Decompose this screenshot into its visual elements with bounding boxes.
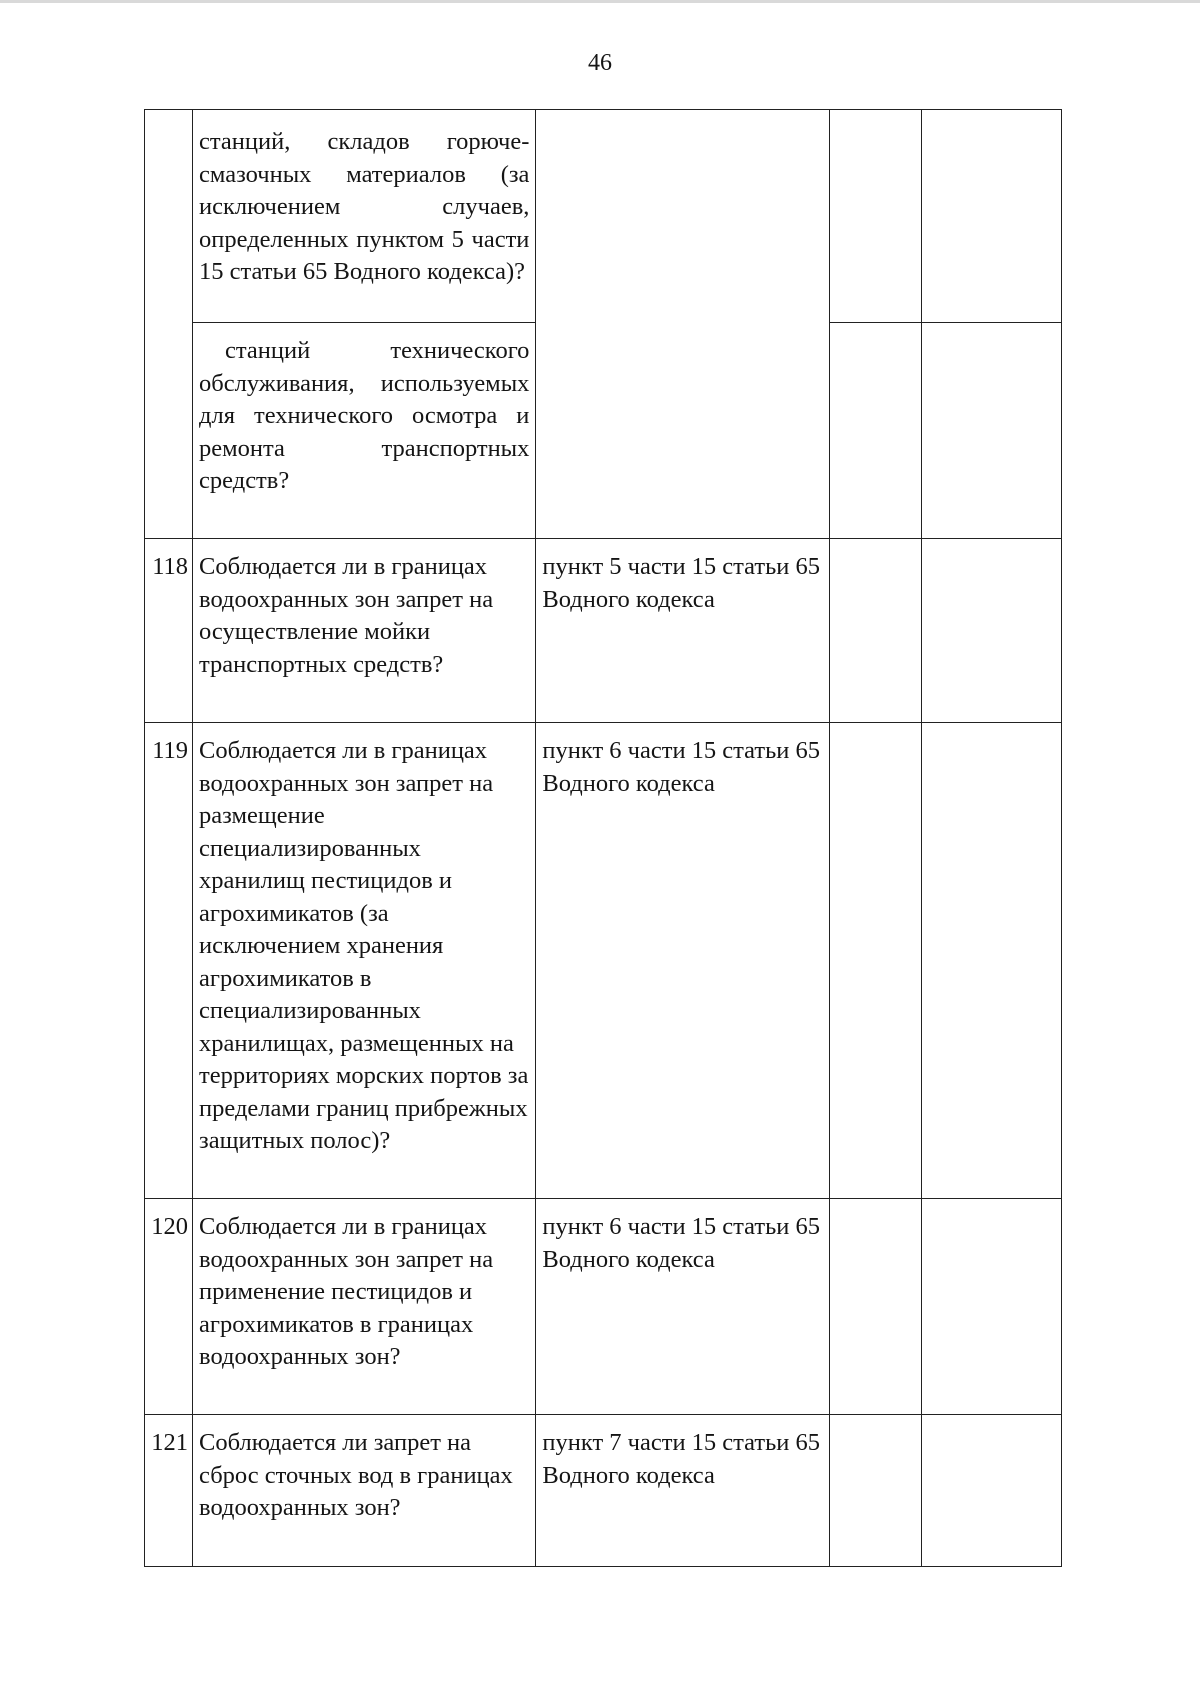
row-number-cell	[145, 1415, 193, 1567]
answer-cell	[829, 539, 921, 723]
note-cell	[921, 539, 1061, 723]
question-text: Соблюдается ли в границах водоохранных зон запрет на осуществление мойки транспортных средств?	[199, 553, 494, 678]
row-number-cell	[145, 723, 193, 1199]
note-cell	[921, 323, 1061, 539]
question-text: Соблюдается ли в границах водоохранных зон запрет на применение пестицидов и агрохимикатов в границах водоохранных зон?	[199, 1213, 494, 1370]
note-cell	[921, 723, 1061, 1199]
row-number	[145, 110, 190, 122]
answer-cell	[829, 323, 921, 539]
row-number: 119	[152, 737, 189, 764]
reference-text	[542, 110, 822, 122]
reference-text: пункт 6 части 15 статьи 65 Водного кодекса	[542, 737, 821, 797]
reference-text: пункт 7 части 15 статьи 65 Водного кодекса	[542, 1429, 821, 1489]
reference-cell	[536, 1199, 829, 1415]
table-row	[145, 539, 1062, 723]
question-text: Соблюдается ли в границах водоохранных зон запрет на размещение специализированных хранилищ пестицидов и агрохимикатов (за исключением хранения агрохимикатов в специализированных хранилищах, размещенных на территориях морских портов за пределами границ прибрежных защитных полос)?	[199, 737, 529, 1154]
question-cell	[193, 539, 536, 723]
table-row	[145, 110, 1062, 323]
reference-text: пункт 5 части 15 статьи 65 Водного кодекса	[542, 553, 821, 613]
answer-cell	[829, 723, 921, 1199]
row-number: 120	[151, 1213, 189, 1240]
answer-cell	[829, 1415, 921, 1567]
question-cell	[193, 110, 536, 323]
reference-cell	[536, 1415, 829, 1567]
reference-cell	[536, 110, 829, 539]
checklist-table	[144, 109, 1062, 1567]
question-cell	[193, 723, 536, 1199]
page-number: 46	[588, 50, 612, 76]
row-number: 121	[151, 1429, 189, 1456]
question-cell	[193, 323, 536, 539]
reference-cell	[536, 723, 829, 1199]
question-text: Соблюдается ли запрет на сброс сточных вод в границах водоохранных зон?	[199, 1429, 513, 1521]
table-row	[145, 1199, 1062, 1415]
table-row	[145, 1415, 1062, 1567]
reference-text: пункт 6 части 15 статьи 65 Водного кодекса	[542, 1213, 821, 1273]
scan-edge	[0, 0, 1200, 3]
row-number-cell	[145, 539, 193, 723]
note-cell	[921, 1415, 1061, 1567]
row-number: 118	[152, 553, 189, 580]
question-text: станций, складов горюче-смазочных материалов (за исключением случаев, определенных пунктом 5 части 15 статьи 65 Водного кодекса)?	[199, 128, 530, 285]
question-cell	[193, 1199, 536, 1415]
question-text: станций технического обслуживания, используемых для технического осмотра и ремонта транспортных средств?	[199, 337, 530, 494]
row-number-cell	[145, 110, 193, 539]
question-cell	[193, 1415, 536, 1567]
note-cell	[921, 110, 1061, 323]
table-row	[145, 723, 1062, 1199]
note-cell	[921, 1199, 1061, 1415]
answer-cell	[829, 110, 921, 323]
answer-cell	[829, 1199, 921, 1415]
row-number-cell	[145, 1199, 193, 1415]
reference-cell	[536, 539, 829, 723]
